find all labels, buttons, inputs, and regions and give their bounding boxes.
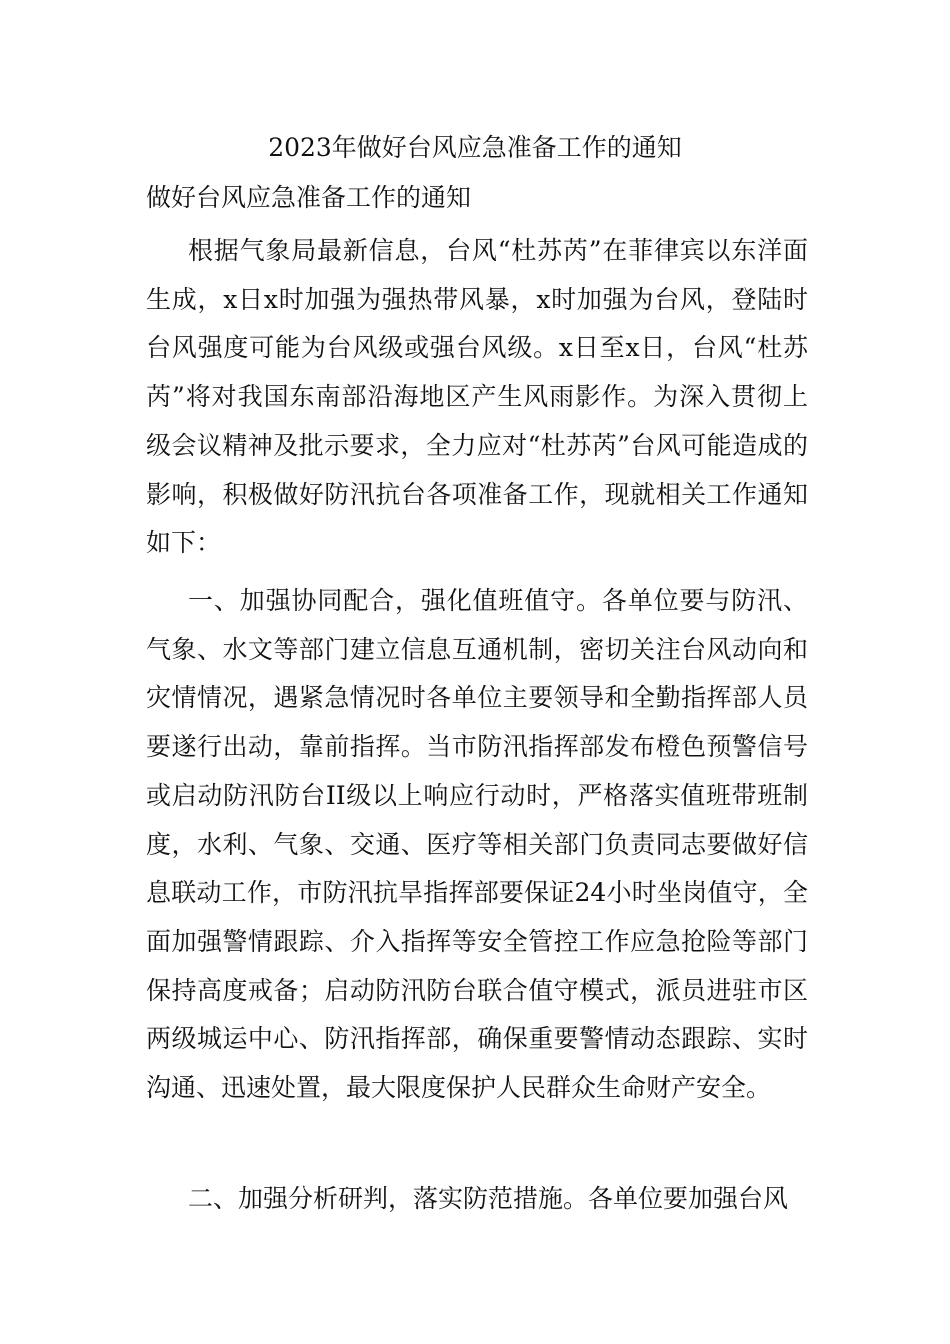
paragraph-intro: 根据气象局最新信息，台风“杜苏芮”在菲律宾以东洋面生成，x日x时加强为强热带风暴，x时加强为台风，登陆时台风强度可能为台风级或强台风级。x日至x日，台风“杜苏芮”将对我国东南部沿海地区产生风雨影作。为深入贯彻上级会议精神及批示要求，全力应对“杜苏芮”台风可能造成的影响，积极做好防汛抗台各项准备工作，现就相关工作通知如下： bbox=[146, 236, 808, 558]
paragraph-section-2: 二、加强分析研判，落实防范措施。各单位要加强台风 bbox=[188, 1184, 789, 1213]
document-subtitle: 做好台风应急准备工作的通知 bbox=[146, 183, 472, 212]
document-title: 2023年做好台风应急准备工作的通知 bbox=[268, 133, 682, 162]
paragraph-section-1: 一、加强协同配合，强化值班值守。各单位要与防汛、气象、水文等部门建立信息互通机制，密切关注台风动向和灾情情况，遇紧急情况时各单位主要领导和全勤指挥部人员要遂行出动，靠前指挥。当市防汛指挥部发布橙色预警信号或启动防汛防台II级以上响应行动时，严格落实值班带班制度，水利、气象、交通、医疗等相关部门负责同志要做好信息联动工作，市防汛抗旱指挥部要保证24小时坐岗值守，全面加强警情跟踪、介入指挥等安全管控工作应急抢险等部门保持高度戒备；启动防汛防台联合值守模式，派员进驻市区两级城运中心、防汛指挥部，确保重要警情动态跟踪、实时沟通、迅速处置，最大限度保护人民群众生命财产安全。 bbox=[146, 586, 808, 1103]
